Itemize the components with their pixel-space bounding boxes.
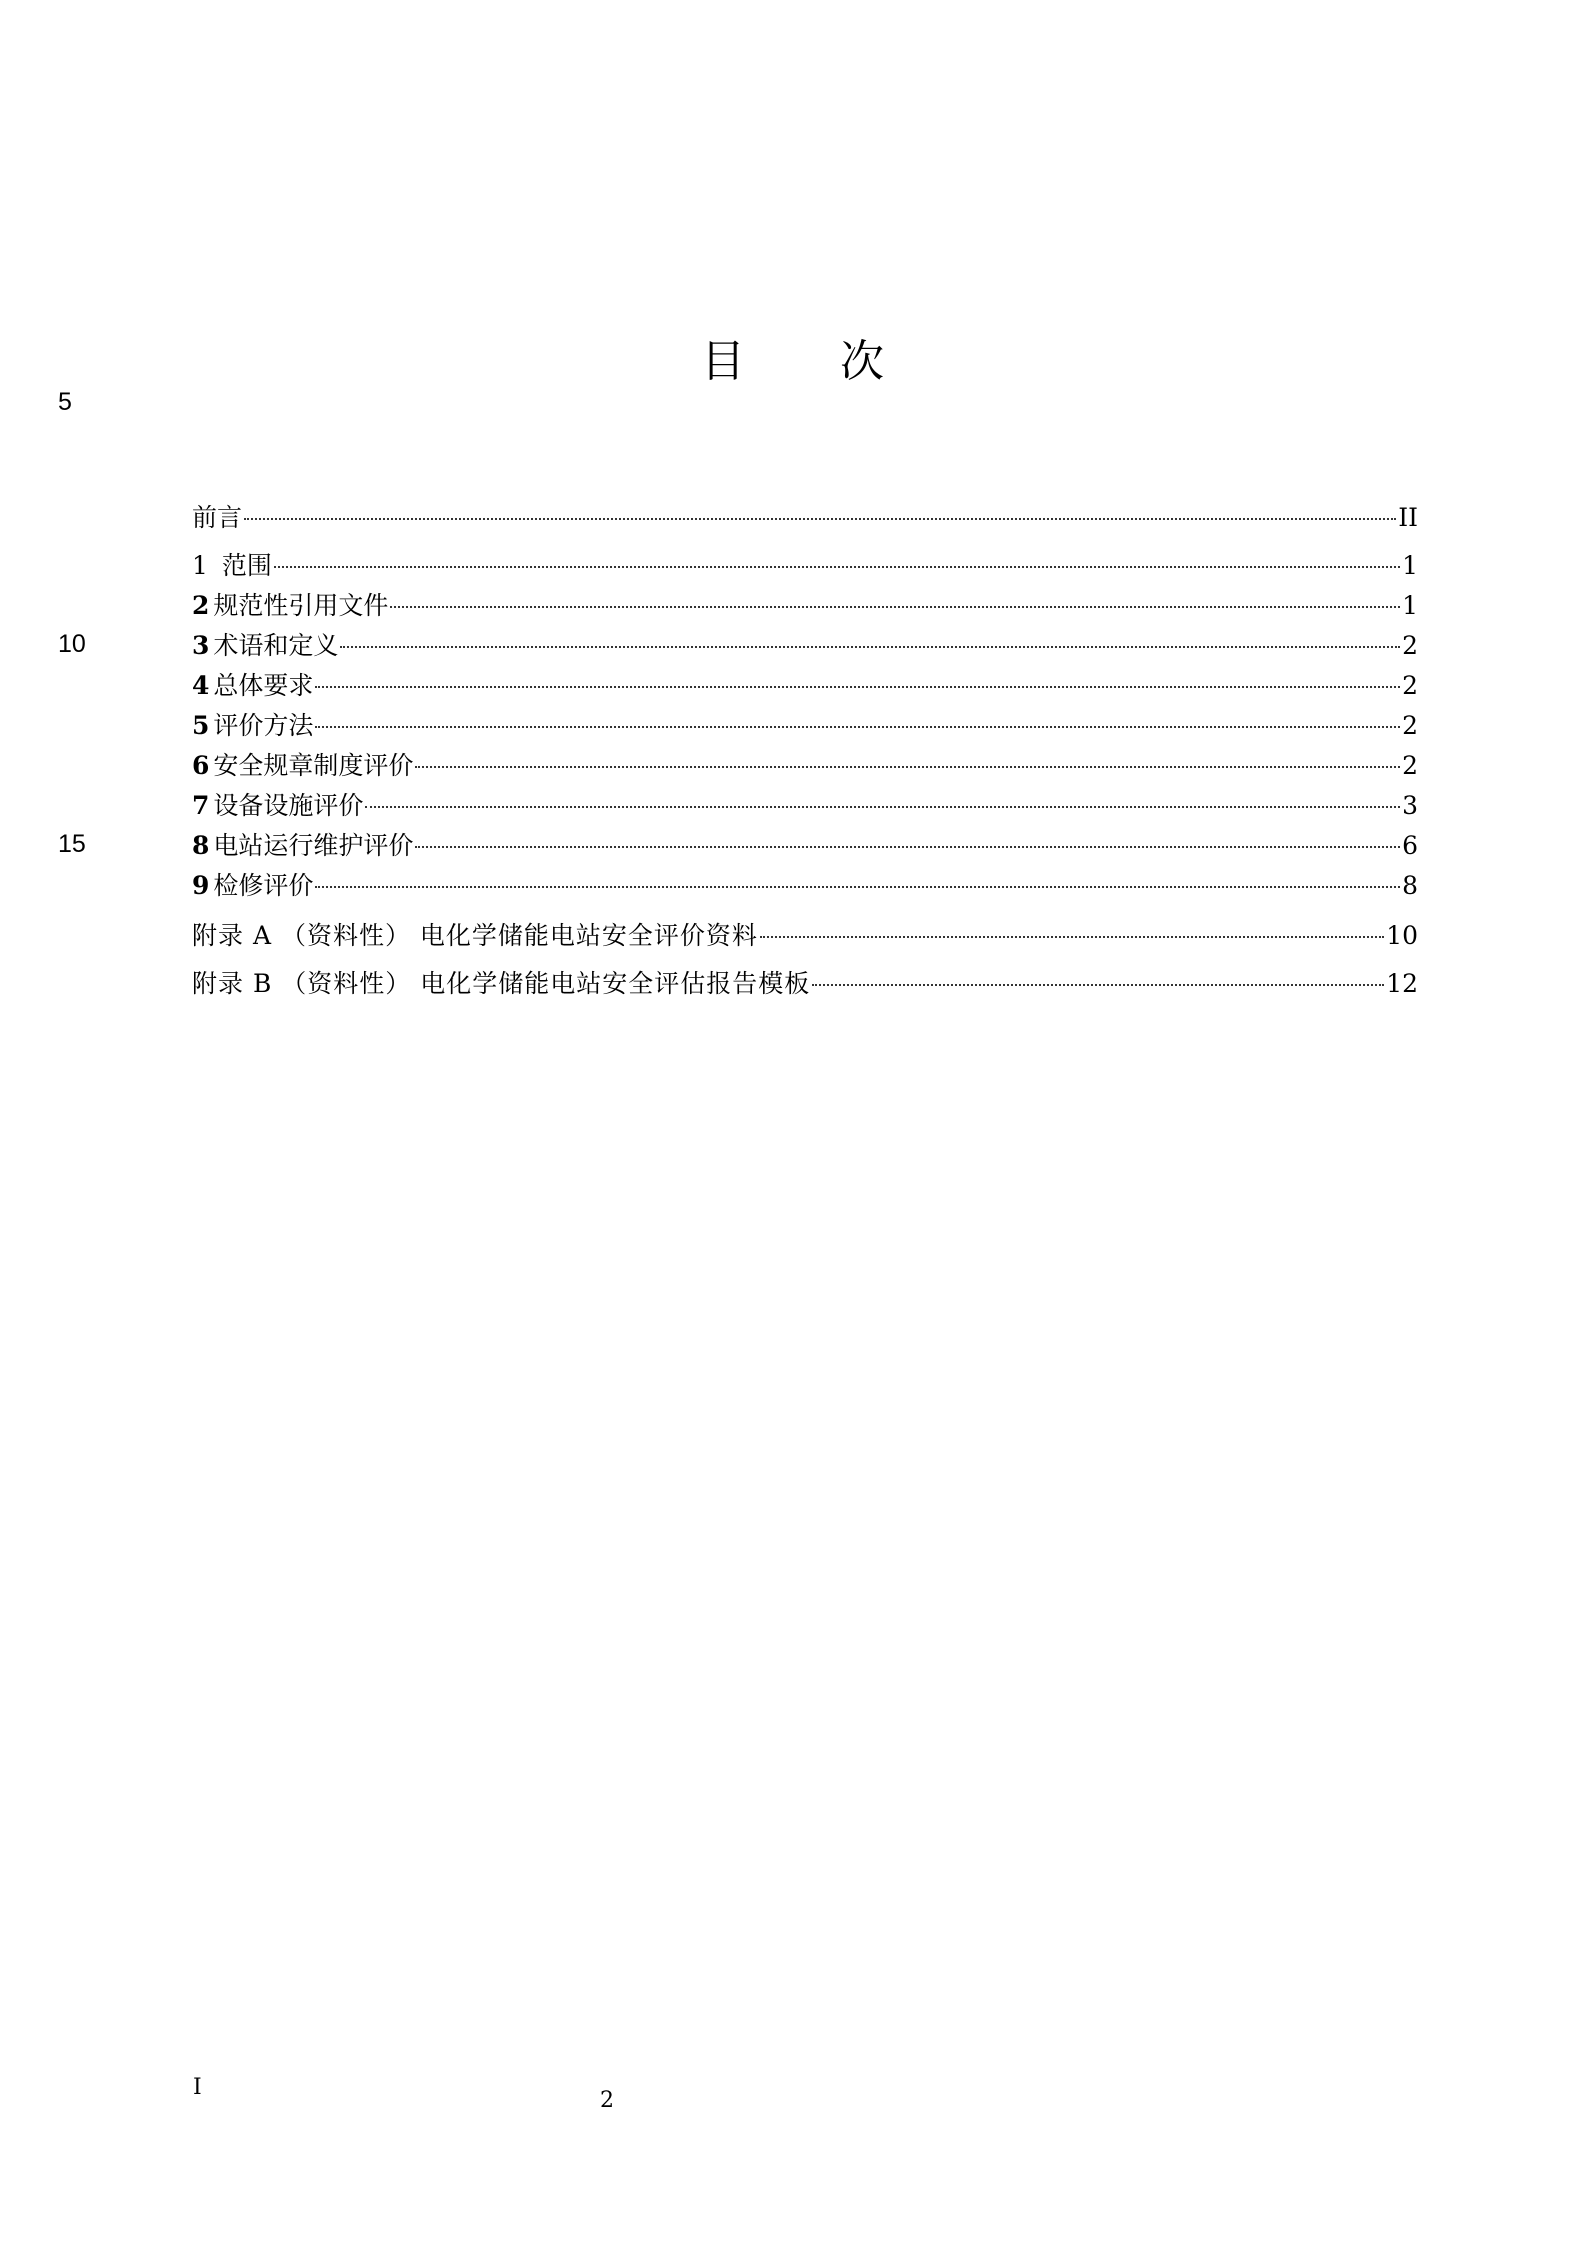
toc-leader-dots bbox=[315, 886, 1400, 888]
toc-entry-page: 6 bbox=[1402, 831, 1418, 860]
toc-entry-8[interactable] bbox=[192, 828, 1418, 864]
toc-entry-foreword[interactable] bbox=[192, 500, 1418, 536]
toc-entry-title: 电站运行维护评价 bbox=[213, 831, 414, 860]
toc-entry-title: 范围 bbox=[221, 551, 272, 580]
line-number: 15 bbox=[58, 830, 86, 858]
page-number-roman: I bbox=[193, 2075, 202, 2100]
toc-entry-title: 附录 B （资料性） 电化学储能电站安全评估报告模板 bbox=[192, 969, 811, 998]
toc-entry-number: 5 bbox=[192, 711, 210, 740]
page-number: 2 bbox=[600, 2088, 614, 2113]
toc-entry-number: 3 bbox=[192, 631, 210, 660]
toc-entry-page: 8 bbox=[1402, 871, 1418, 900]
toc-entry-title: 检修评价 bbox=[213, 871, 314, 900]
toc-entry-page: 3 bbox=[1402, 791, 1418, 820]
toc-entry-number: 7 bbox=[192, 791, 210, 820]
toc-entry-number: 4 bbox=[192, 671, 210, 700]
toc-leader-dots bbox=[390, 606, 1400, 608]
toc-entry-page: 12 bbox=[1386, 969, 1418, 998]
toc-entry-number: 2 bbox=[192, 591, 210, 620]
toc-leader-dots bbox=[340, 646, 1400, 648]
toc-entry-number: 6 bbox=[192, 751, 210, 780]
toc-entry-7[interactable] bbox=[192, 788, 1418, 824]
title-char-2: 次 bbox=[840, 336, 884, 387]
toc-leader-dots bbox=[274, 566, 1400, 568]
toc-entry-page: 10 bbox=[1386, 921, 1418, 950]
toc-entry-page: 2 bbox=[1402, 751, 1418, 780]
toc-entry-appendix-a[interactable] bbox=[192, 918, 1418, 954]
toc-entry-4[interactable] bbox=[192, 668, 1418, 704]
toc-entry-3[interactable] bbox=[192, 628, 1418, 664]
toc-entry-6[interactable] bbox=[192, 748, 1418, 784]
line-number: 10 bbox=[58, 630, 86, 658]
toc-entry-2[interactable] bbox=[192, 588, 1418, 624]
toc-entry-number: 1 bbox=[192, 551, 208, 580]
toc-leader-dots bbox=[415, 766, 1400, 768]
toc-entry-appendix-b[interactable] bbox=[192, 966, 1418, 1002]
toc-entry-title: 总体要求 bbox=[213, 671, 314, 700]
toc-entry-page: II bbox=[1398, 503, 1418, 532]
toc-entry-title: 安全规章制度评价 bbox=[213, 751, 414, 780]
toc-entry-page: 2 bbox=[1402, 631, 1418, 660]
toc-entry-1[interactable] bbox=[192, 548, 1418, 584]
toc-entry-9[interactable] bbox=[192, 868, 1418, 904]
toc-leader-dots bbox=[244, 518, 1396, 520]
toc-entry-title: 术语和定义 bbox=[213, 631, 339, 660]
toc-entry-title: 前言 bbox=[192, 503, 243, 532]
toc-entry-number: 8 bbox=[192, 831, 210, 860]
toc-entry-number: 9 bbox=[192, 871, 210, 900]
toc-entry-title: 设备设施评价 bbox=[213, 791, 364, 820]
toc-entry-title: 评价方法 bbox=[213, 711, 314, 740]
toc-leader-dots bbox=[812, 984, 1384, 986]
toc-entry-page: 1 bbox=[1402, 591, 1418, 620]
toc-entry-title: 附录 A （资料性） 电化学储能电站安全评价资料 bbox=[192, 921, 758, 950]
toc-leader-dots bbox=[760, 936, 1384, 938]
toc-entry-page: 2 bbox=[1402, 671, 1418, 700]
toc-leader-dots bbox=[365, 806, 1400, 808]
toc-entry-5[interactable] bbox=[192, 708, 1418, 744]
page-title bbox=[0, 325, 1585, 389]
toc-leader-dots bbox=[415, 846, 1400, 848]
toc-entry-page: 2 bbox=[1402, 711, 1418, 740]
toc-entry-title: 规范性引用文件 bbox=[213, 591, 389, 620]
title-char-1: 目 bbox=[701, 336, 745, 387]
toc-leader-dots bbox=[315, 726, 1400, 728]
toc-entry-page: 1 bbox=[1402, 551, 1418, 580]
line-number: 5 bbox=[58, 388, 72, 416]
toc-leader-dots bbox=[315, 686, 1400, 688]
